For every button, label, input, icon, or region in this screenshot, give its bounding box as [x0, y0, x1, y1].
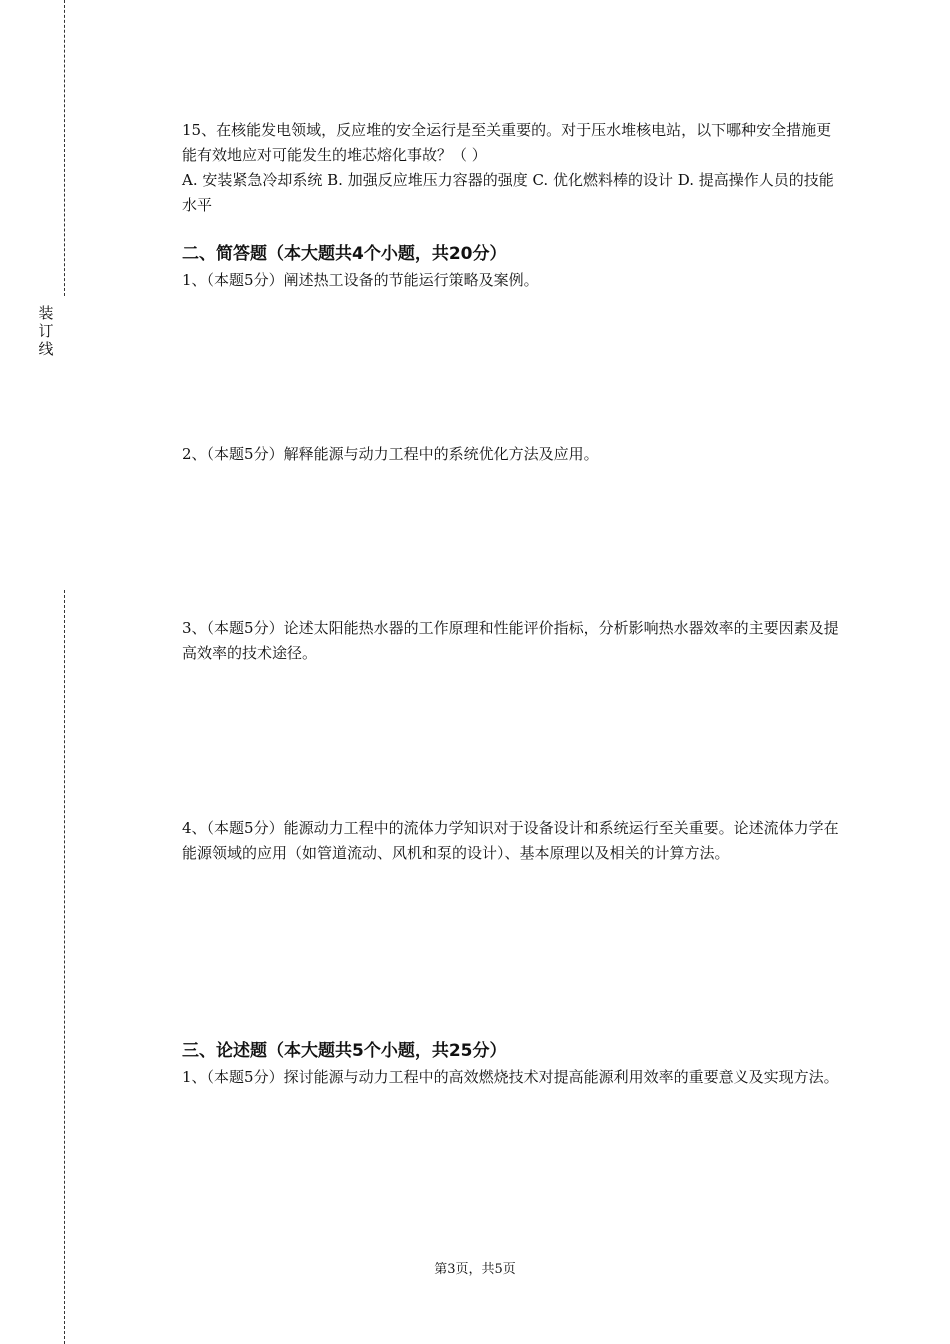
essay-question-1 — [182, 1065, 842, 1090]
question-options: A. 安装紧急冷却系统 B. 加强反应堆压力容器的强度 C. 优化燃料棒的设计 D. 提高操作人员的技能水平 — [182, 171, 834, 214]
section-heading: 二、简答题（本大题共4个小题，共20分） — [182, 244, 507, 264]
binding-char: 线 — [38, 340, 54, 358]
short-answer-question-2 — [182, 442, 842, 467]
question-text: 1、（本题5分）阐述热工设备的节能运行策略及案例。 — [182, 271, 539, 289]
section-heading: 三、论述题（本大题共5个小题，共25分） — [182, 1041, 507, 1061]
section-2-heading-block — [182, 242, 842, 266]
short-answer-question-4 — [182, 816, 842, 866]
binding-dashed-line-bottom — [64, 590, 65, 1344]
mc-question-15 — [182, 118, 842, 218]
page-number: 第3页，共5页 — [434, 1262, 516, 1277]
binding-dashed-line-top — [64, 0, 65, 296]
binding-label — [36, 304, 56, 358]
short-answer-question-3 — [182, 616, 842, 666]
question-text: 3、（本题5分）论述太阳能热水器的工作原理和性能评价指标，分析影响热水器效率的主要因素及提高效率的技术途径。 — [182, 619, 839, 662]
question-text: 4、（本题5分）能源动力工程中的流体力学知识对于设备设计和系统运行至关重要。论述流体力学在能源领域的应用（如管道流动、风机和泵的设计）、基本原理以及相关的计算方法。 — [182, 819, 839, 862]
question-text: 2、（本题5分）解释能源与动力工程中的系统优化方法及应用。 — [182, 445, 599, 463]
binding-char: 订 — [38, 322, 54, 340]
section-3-heading-block — [182, 1039, 842, 1063]
binding-char: 装 — [38, 304, 54, 322]
question-text: 1、（本题5分）探讨能源与动力工程中的高效燃烧技术对提高能源利用效率的重要意义及实现方法。 — [182, 1068, 839, 1086]
question-stem: 15、在核能发电领域，反应堆的安全运行是至关重要的。对于压水堆核电站，以下哪种安全措施更能有效地应对可能发生的堆芯熔化事故？（ ） — [182, 121, 832, 164]
short-answer-question-1 — [182, 268, 842, 293]
